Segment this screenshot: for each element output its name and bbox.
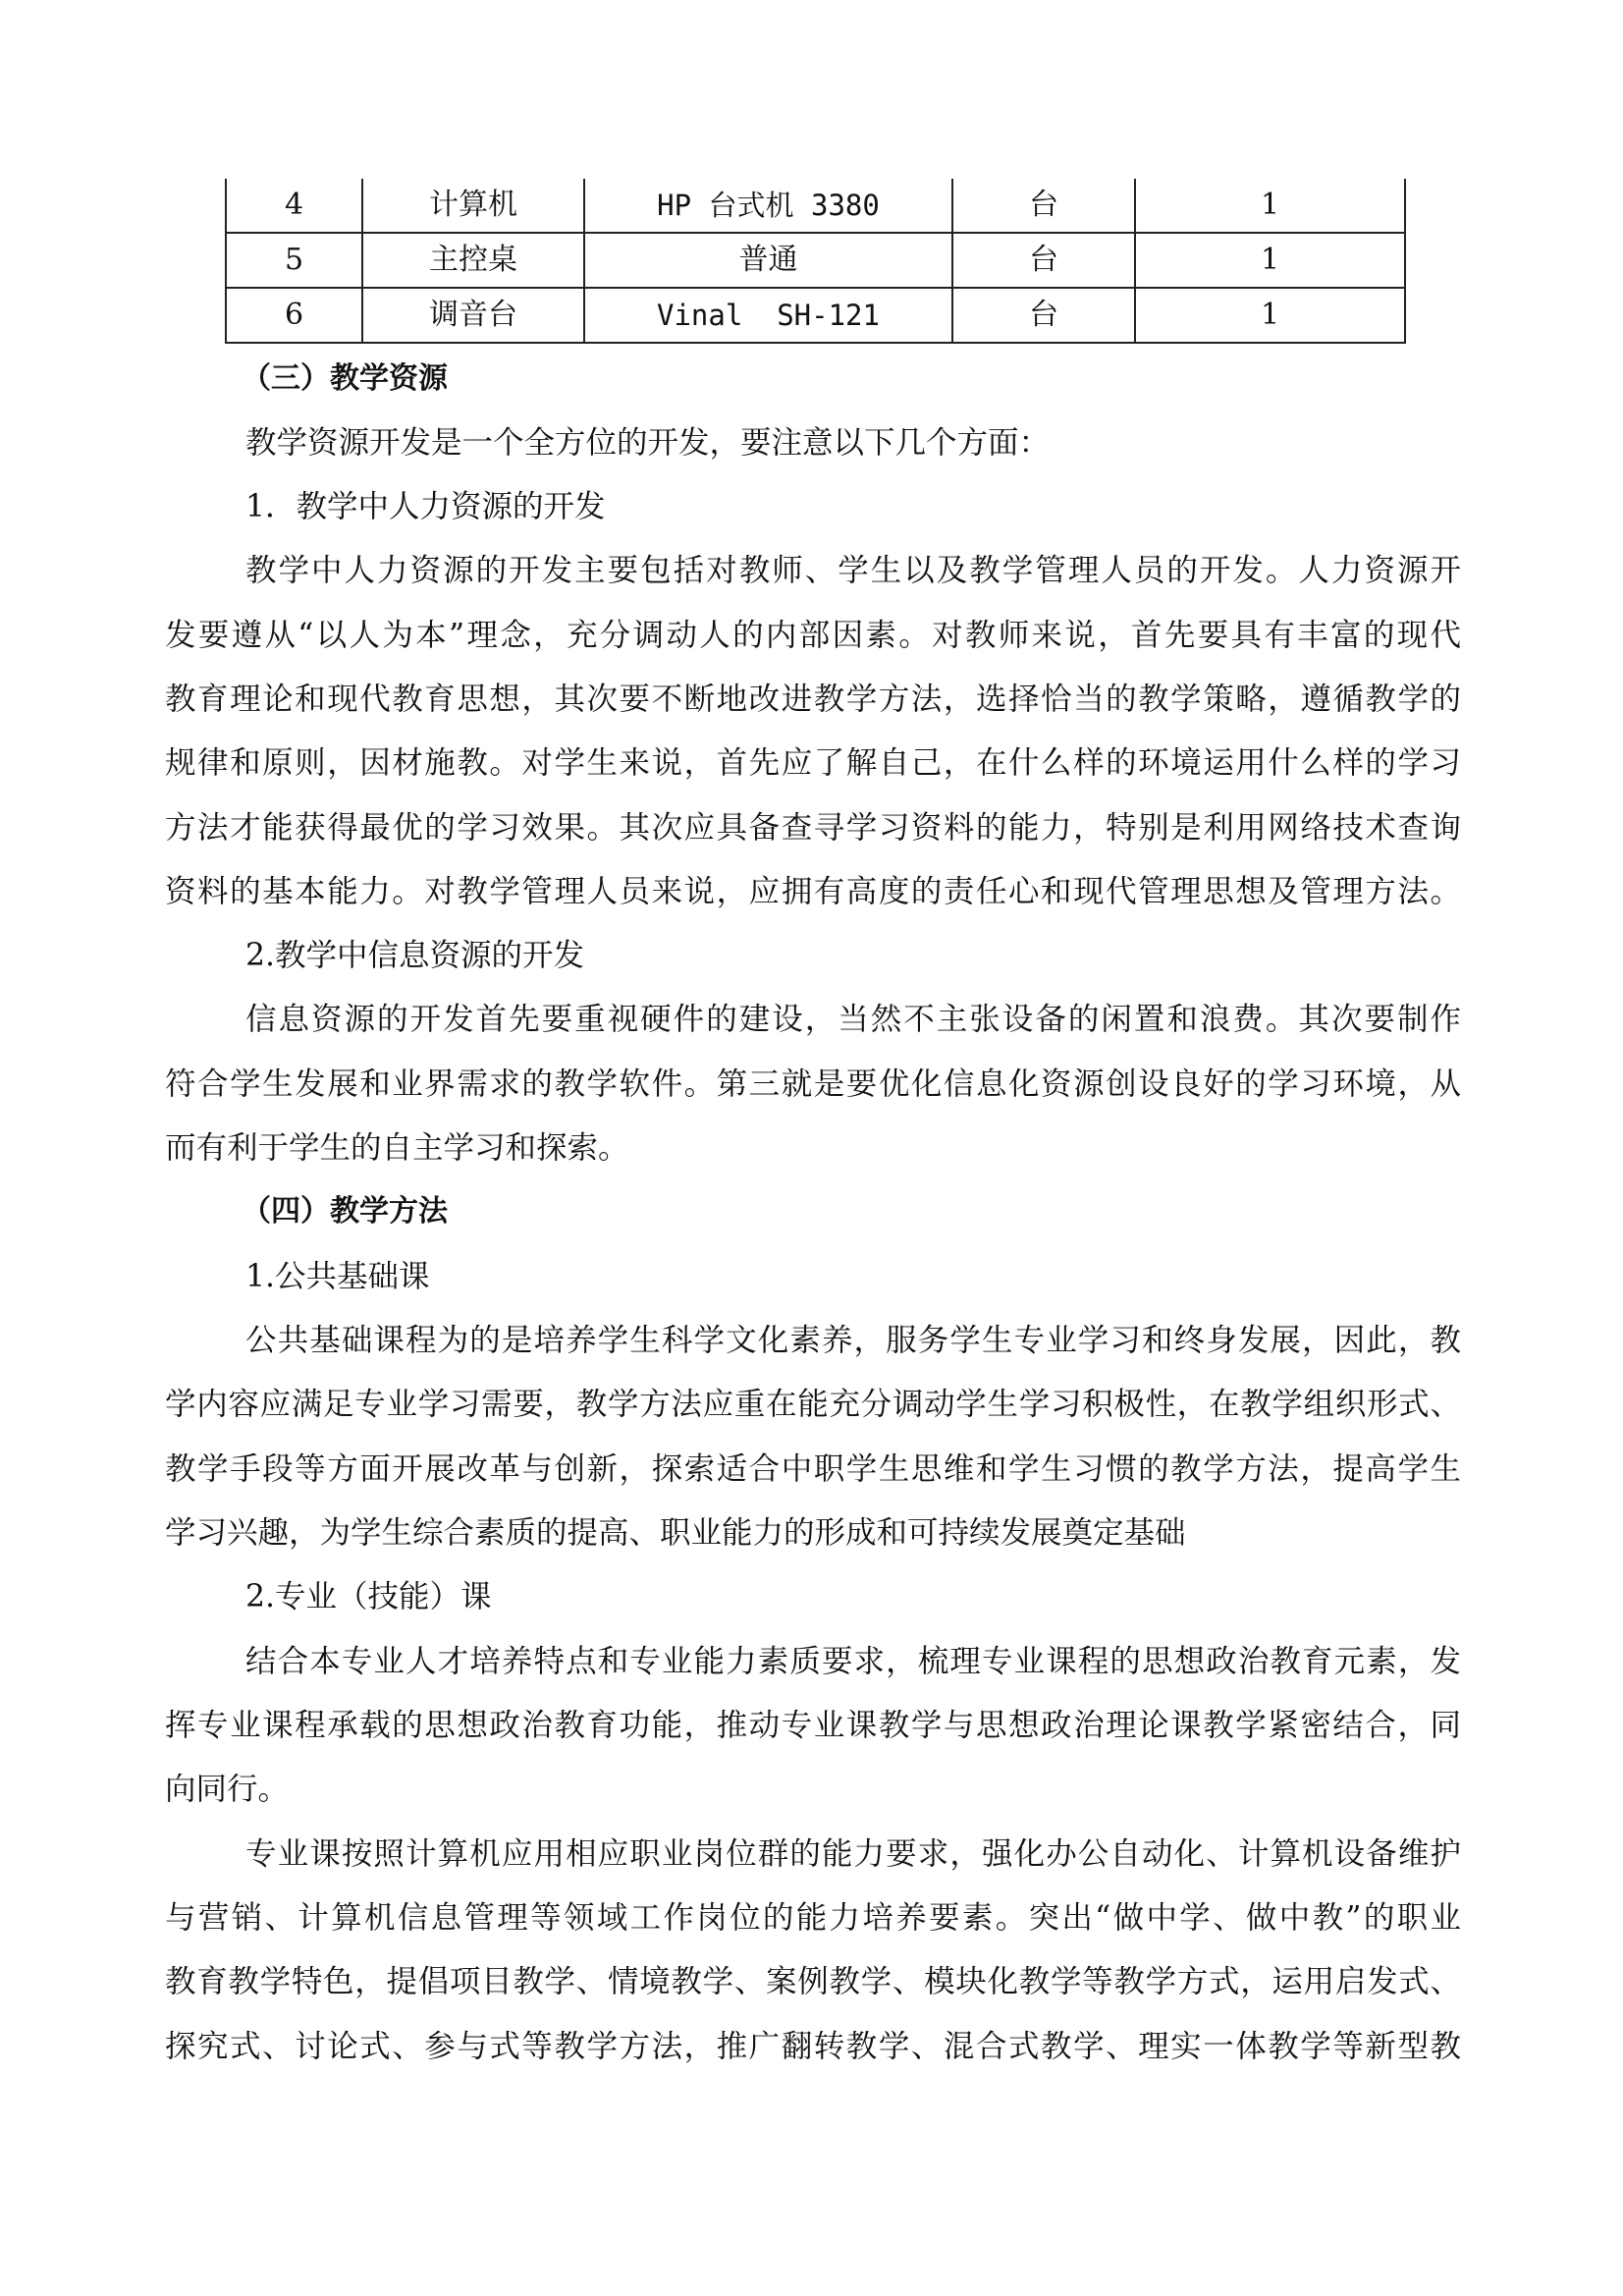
cell-qty: 1	[1135, 233, 1405, 288]
paragraph-line: 专业课按照计算机应用相应职业岗位群的能力要求，强化办公自动化、计算机设备维护	[245, 1836, 1461, 1872]
paragraph-line: 教学手段等方面开展改革与创新，探索适合中职学生思维和学生习惯的教学方法，提高学生	[165, 1451, 1461, 1487]
equipment-table	[225, 179, 1406, 344]
paragraph-line: 而有利于学生的自主学习和探索。	[165, 1130, 629, 1166]
paragraph-line: 学习兴趣，为学生综合素质的提高、职业能力的形成和可持续发展奠定基础	[165, 1515, 1186, 1551]
subheading-information-resources: 2.教学中信息资源的开发	[245, 938, 585, 973]
cell-model: HP 台式机 3380	[584, 179, 952, 233]
cell-unit: 台	[952, 233, 1135, 288]
paragraph-line: 结合本专业人才培养特点和专业能力素质要求，梳理专业课程的思想政治教育元素，发	[245, 1644, 1461, 1679]
paragraph-line: 教育教学特色，提倡项目教学、情境教学、案例教学、模块化教学等教学方式，运用启发式、	[165, 1964, 1461, 1999]
table-row	[226, 233, 1405, 288]
paragraph-line: 符合学生发展和业界需求的教学软件。第三就是要优化信息化资源创设良好的学习环境，从	[165, 1066, 1461, 1102]
paragraph-line: 信息资源的开发首先要重视硬件的建设，当然不主张设备的闲置和浪费。其次要制作	[245, 1002, 1461, 1037]
paragraph-line: 与营销、计算机信息管理等领域工作岗位的能力培养要素。突出“做中学、做中教”的职业	[165, 1900, 1461, 1936]
cell-name: 计算机	[362, 179, 584, 233]
section-heading-teaching-methods: （四）教学方法	[242, 1194, 448, 1229]
cell-name: 调音台	[362, 288, 584, 343]
cell-model: Vinal SH-121	[584, 288, 952, 343]
cell-unit: 台	[952, 179, 1135, 233]
cell-no: 4	[226, 179, 362, 233]
paragraph-line: 挥专业课程承载的思想政治教育功能，推动专业课教学与思想政治理论课教学紧密结合，同	[165, 1708, 1461, 1743]
paragraph-line: 向同行。	[165, 1772, 290, 1807]
subheading-public-basic-courses: 1.公共基础课	[245, 1259, 430, 1294]
cell-qty: 1	[1135, 179, 1405, 233]
paragraph-line: 公共基础课程为的是培养学生科学文化素养，服务学生专业学习和终身发展，因此，教	[245, 1323, 1461, 1358]
paragraph-line: 教学资源开发是一个全方位的开发，要注意以下几个方面：	[245, 425, 1051, 461]
cell-no: 6	[226, 288, 362, 343]
paragraph-line: 探究式、讨论式、参与式等教学方法，推广翻转教学、混合式教学、理实一体教学等新型教	[165, 2029, 1461, 2064]
section-heading-teaching-resources: （三）教学资源	[242, 361, 448, 396]
cell-no: 5	[226, 233, 362, 288]
table-row	[226, 288, 1405, 343]
paragraph-line: 发要遵从“以人为本”理念，充分调动人的内部因素。对教师来说，首先要具有丰富的现代	[165, 618, 1461, 653]
paragraph-line: 规律和原则，因材施教。对学生来说，首先应了解自己，在什么样的环境运用什么样的学习	[165, 745, 1461, 781]
paragraph-line: 学内容应满足专业学习需要，教学方法应重在能充分调动学生学习积极性，在教学组织形式、	[165, 1387, 1461, 1422]
cell-unit: 台	[952, 288, 1135, 343]
table-row	[226, 179, 1405, 233]
paragraph-line: 方法才能获得最优的学习效果。其次应具备查寻学习资料的能力，特别是利用网络技术查询	[165, 810, 1461, 846]
paragraph-line: 教育理论和现代教育思想，其次要不断地改进教学方法，选择恰当的教学策略，遵循教学的	[165, 682, 1461, 717]
subheading-professional-courses: 2.专业（技能）课	[245, 1579, 492, 1614]
subheading-human-resources: 1．教学中人力资源的开发	[245, 489, 606, 524]
cell-name: 主控桌	[362, 233, 584, 288]
paragraph-line: 教学中人力资源的开发主要包括对教师、学生以及教学管理人员的开发。人力资源开	[245, 553, 1461, 588]
cell-qty: 1	[1135, 288, 1405, 343]
cell-model: 普通	[584, 233, 952, 288]
paragraph-line: 资料的基本能力。对教学管理人员来说，应拥有高度的责任心和现代管理思想及管理方法。	[165, 874, 1461, 909]
